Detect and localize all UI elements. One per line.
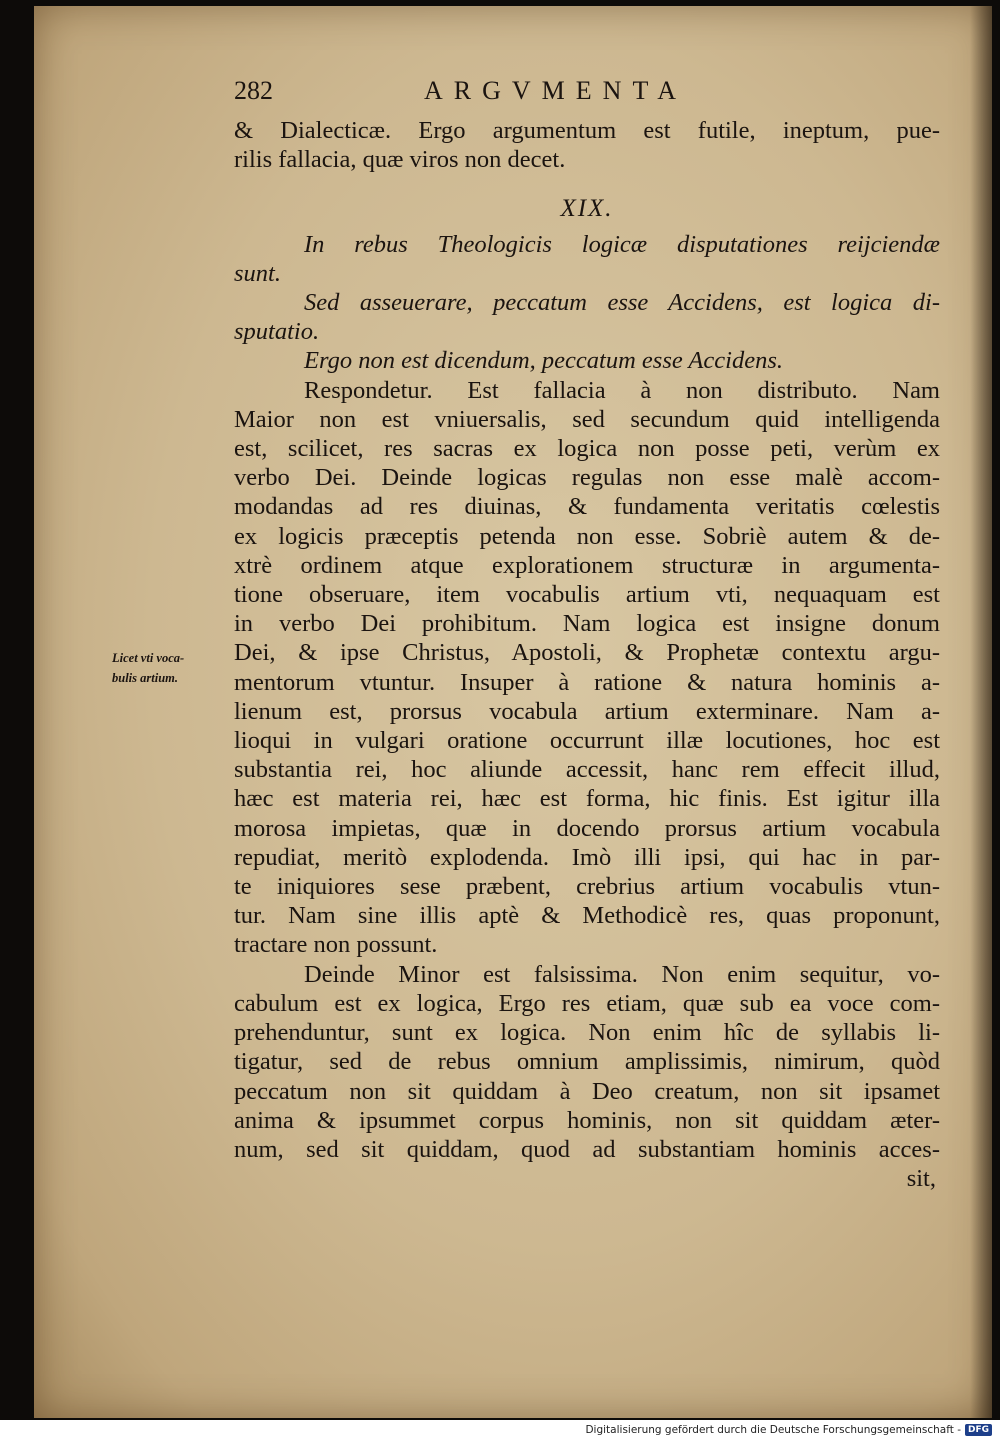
credit-text: Digitalisierung gefördert durch die Deutsche Forschungsgemeinschaft - — [585, 1424, 961, 1436]
text-line: prehenduntur, sunt ex logica. Non enim hîc de syllabis li- — [234, 1019, 940, 1047]
text-line: repudiat, meritò explodenda. Imò illi ipsi, qui hac in par- — [234, 843, 940, 871]
text-line: Maior non est vniuersalis, sed secundum quid intelligenda — [234, 405, 940, 433]
text-line: tur. Nam sine illis aptè & Methodicè res, quas proponunt, — [234, 902, 940, 930]
text-line: in verbo Dei prohibitum. Nam logica est insigne donum — [234, 610, 940, 638]
text-line: Respondetur. Est fallacia à non distributo. Nam — [304, 376, 940, 404]
text-line: Deinde Minor est falsissima. Non enim sequitur, vo- — [304, 960, 940, 988]
text-line: tigatur, sed de rebus omnium amplissimis, nimirum, quòd — [234, 1048, 940, 1076]
text-line: & Dialecticæ. Ergo argumentum est futile, ineptum, pue- — [234, 117, 940, 144]
text-line: cabulum est ex logica, Ergo res etiam, quæ sub ea voce com- — [234, 989, 940, 1017]
running-head: ARGVMENTA — [424, 76, 688, 105]
text-line: te iniquiores sese præbent, crebrius artium vocabulis vtun- — [234, 873, 940, 901]
page-text — [234, 76, 940, 1193]
syllogism-major-end: sunt. — [234, 259, 281, 287]
dfg-logo: DFG — [965, 1424, 992, 1436]
page-header — [234, 76, 940, 116]
catchword: sit, — [906, 1165, 936, 1193]
marginal-note-line: Licet vti voca- — [112, 651, 185, 665]
text-line: tractare non possunt. — [234, 931, 438, 959]
marginal-note-line: bulis artium. — [112, 671, 178, 685]
text-line: ex logicis præceptis petenda non esse. Sobriè autem & de- — [234, 522, 940, 550]
digitization-credit — [585, 1423, 992, 1437]
syllogism-major: In rebus Theologicis logicæ disputationes reijciendæ — [304, 230, 940, 258]
text-line: morosa impietas, quæ in docendo prorsus artium vocabula — [234, 814, 940, 842]
text-line: xtrè ordinem atque explorationem structuræ in argumenta- — [234, 551, 940, 579]
text-line: rilis fallacia, quæ viros non decet. — [234, 146, 566, 174]
page-gutter-shadow — [970, 6, 992, 1418]
text-line: num, sed sit quiddam, quod ad substantiam hominis acces- — [234, 1135, 940, 1163]
text-line: substantia rei, hoc aliunde accessit, hanc rem effecit illud, — [234, 756, 940, 784]
text-line: verbo Dei. Deinde logicas regulas non esse malè accom- — [234, 464, 940, 492]
text-line: tione obseruare, item vocabulis artium vti, nequaquam est — [234, 581, 940, 609]
syllogism-minor: Sed asseuerare, peccatum esse Accidens, est logica di- — [304, 289, 940, 317]
text-line: est, scilicet, res sacras ex logica non posse peti, verùm ex — [234, 435, 940, 463]
section-number: XIX. — [560, 195, 614, 223]
page-number: 282 — [234, 76, 273, 105]
syllogism-conclusion: Ergo non est dicendum, peccatum esse Accidens. — [304, 347, 783, 375]
text-line: lioqui in vulgari oratione occurrunt illæ locutiones, hoc est — [234, 727, 940, 755]
marginal-note — [112, 648, 234, 688]
text-line: Dei, & ipse Christus, Apostoli, & Prophetæ contextu argu- — [234, 639, 940, 667]
text-line: mentorum vtuntur. Insuper à ratione & natura hominis a- — [234, 668, 940, 696]
text-line: anima & ipsummet corpus hominis, non sit quiddam æter- — [234, 1106, 940, 1134]
text-line: hæc est materia rei, hæc est forma, hic finis. Est igitur illa — [234, 785, 940, 813]
text-line: lienum est, prorsus vocabula artium exterminare. Nam a- — [234, 697, 940, 725]
syllogism-minor-end: sputatio. — [234, 318, 320, 346]
text-line: peccatum non sit quiddam à Deo creatum, non sit ipsamet — [234, 1077, 940, 1105]
text-line: modandas ad res diuinas, & fundamenta veritatis cœlestis — [234, 493, 940, 521]
